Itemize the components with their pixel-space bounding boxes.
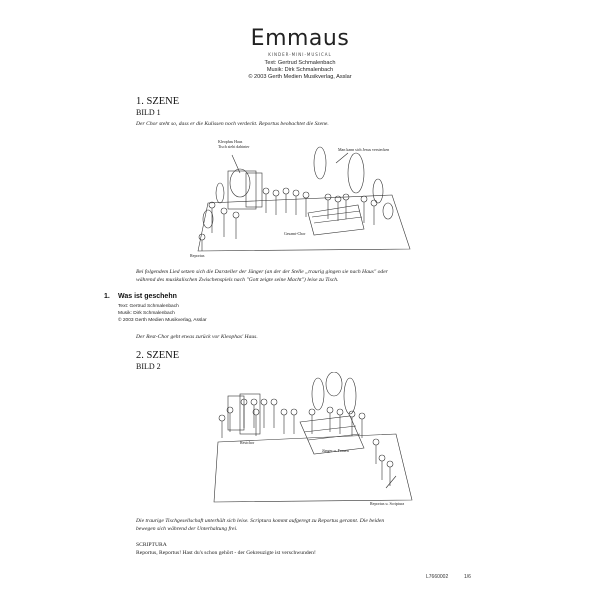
footer-code: L7660002: [426, 574, 449, 580]
scene2-paragraph-line1: Die traurige Tischgesellschaft unterhält sich leise. Scriptura kommt aufgeregt zu Reportus gerannt. Die beiden: [136, 518, 385, 524]
label-restchor: Restchor: [240, 440, 255, 445]
song-title: Was ist geschehn: [118, 293, 177, 300]
scene2-paragraph-line2: bewegen sich während der Unterhaltung frei.: [136, 526, 238, 532]
copyright: © 2003 Gerth Medien Musikverlag, Asslar: [248, 74, 352, 80]
dialogue-speaker: SCRIPTURA: [136, 542, 167, 548]
scene2-heading: 2. SZENE: [136, 350, 180, 361]
choir-direction: Der Rest-Chor geht etwas zurück vor Kleophas' Haus.: [136, 334, 258, 340]
footer-page: 1/6: [464, 574, 471, 580]
label-kleophas-house: Kleophas Haus: [218, 139, 243, 144]
dialogue-line: Reportus, Reportus! Hast du's schon gehört - der Gekreuzigte ist verschwunden!: [136, 550, 316, 556]
label-reportus: Reportus: [190, 253, 205, 258]
scene2-bild: BILD 2: [136, 362, 161, 371]
stage-diagram-2: [200, 372, 420, 512]
song-number: 1.: [104, 293, 110, 300]
music-credit: Musik: Dirk Schmalenbach: [266, 67, 334, 73]
song-text-credit: Text: Gertrud Schmalenbach: [118, 304, 179, 309]
paragraph1-line1: Bei folgendem Lied setzen sich die Darsteller der Jünger (an der der Stelle „traurig gingen sie nach Haus" oder: [136, 269, 388, 275]
label-reportus-scriptura: Reportus u. Scriptura: [370, 501, 405, 506]
scene1-bild: BILD 1: [136, 108, 161, 117]
label-table: Tisch sieht dahinter: [218, 144, 250, 149]
song-copyright: © 2003 Gerth Medien Musikverlag, Asslar: [118, 318, 207, 323]
label-choir: Gesamt-Chor: [284, 231, 306, 236]
paragraph1-line2: während des musikalischen Zwischenspiels nach "Gott zeigte seine Macht") leise zu Tisch.: [136, 277, 339, 283]
scene1-heading: 1. SZENE: [136, 96, 180, 107]
document-title: Emmaus: [250, 26, 350, 51]
text-credit: Text: Gertrud Schmalenbach: [264, 60, 336, 66]
label-juenger: Jünger u. Frauen: [322, 448, 349, 453]
label-visible: Man kann sich Jesus verstecken: [338, 147, 390, 152]
stage-diagram-1: [188, 133, 420, 261]
scene1-direction: Der Chor steht so, dass er die Kulissen noch verdeckt. Reportus beobachtet die Szene.: [136, 121, 329, 127]
song-music-credit: Musik: Dirk Schmalenbach: [118, 311, 175, 316]
document-subtitle: KINDER-MINI-MUSICAL: [268, 52, 332, 57]
